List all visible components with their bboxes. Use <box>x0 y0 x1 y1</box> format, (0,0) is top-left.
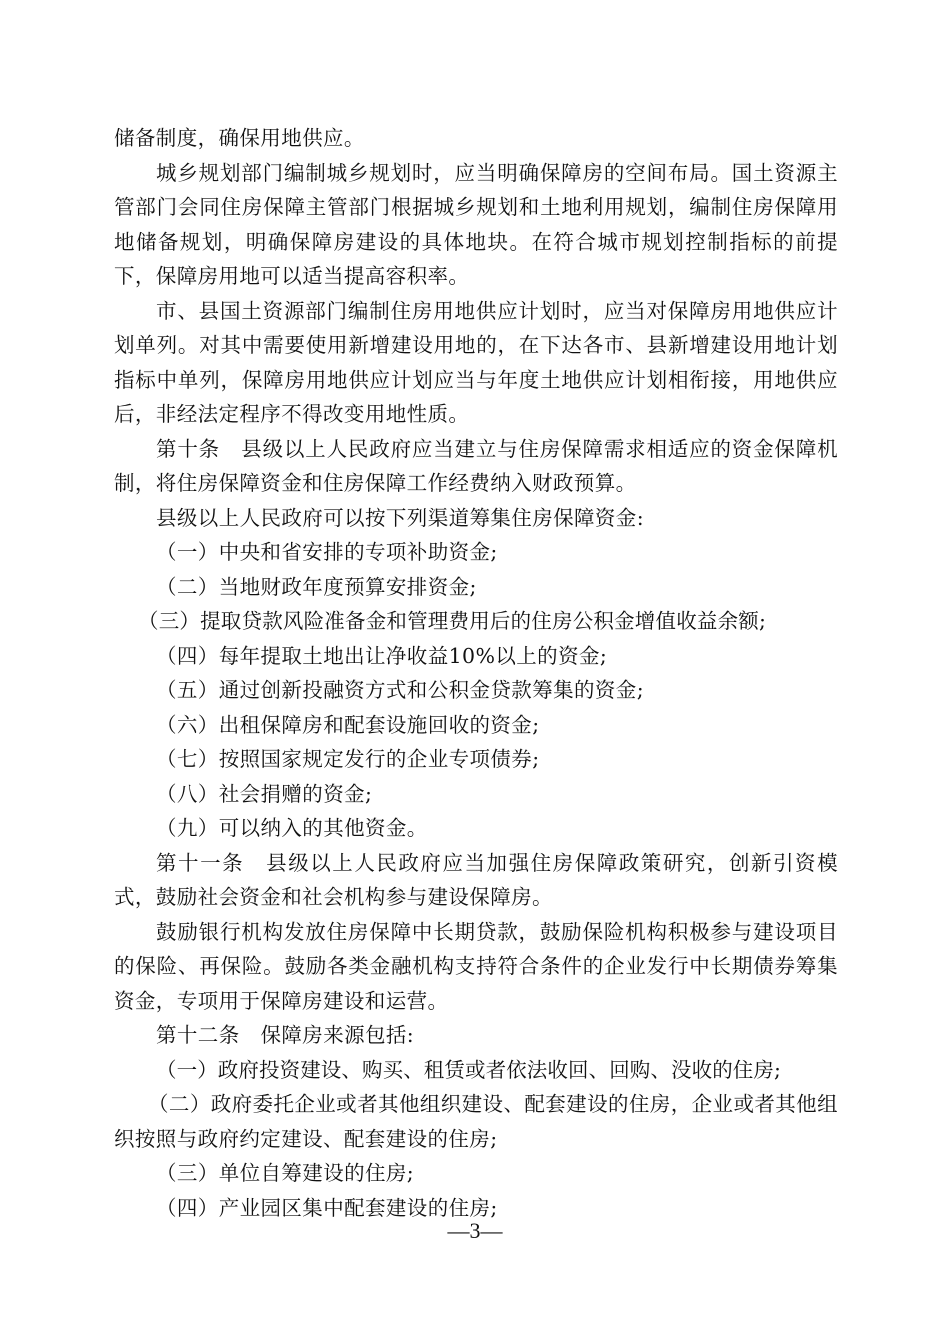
paragraph-3: 市、县国土资源部门编制住房用地供应计划时，应当对保障房用地供应计划单列。对其中需要使用新增建设用地的，在下达各市、县新增建设用地计划指标中单列，保障房用地供应计划应当与年度土地供应计划相衔接，用地供应后，非经法定程序不得改变用地性质。 <box>114 298 838 426</box>
list-item: （四）产业园区集中配套建设的住房; <box>156 1195 498 1220</box>
paragraph-financial-institutions: 鼓励银行机构发放住房保障中长期贷款，鼓励保险机构积极参与建设项目的保险、再保险。鼓励各类金融机构支持符合条件的企业发行中长期债券筹集资金，专项用于保障房建设和运营。 <box>114 919 838 1013</box>
list-item: （二）政府委托企业或者其他组织建设、配套建设的住房，企业或者其他组织按照与政府约定建设、配套建设的住房; <box>114 1092 838 1151</box>
list-item: （一）中央和省安排的专项补助资金; <box>156 540 498 564</box>
article-10: 第十条 县级以上人民政府应当建立与住房保障需求相适应的资金保障机制，将住房保障资金和住房保障工作经费纳入财政预算。 <box>114 436 838 495</box>
list-item: （七）按照国家规定发行的企业专项债券; <box>156 747 540 771</box>
paragraph-2: 城乡规划部门编制城乡规划时，应当明确保障房的空间布局。国土资源主管部门会同住房保障主管部门根据城乡规划和土地利用规划，编制住房保障用地储备规划，明确保障房建设的具体地块。在符合城市规划控制指标的前提下，保障房用地可以适当提高容积率。 <box>114 160 838 288</box>
list-item: （五）通过创新投融资方式和公积金贷款筹集的资金; <box>156 678 645 702</box>
paragraph-funding-channels: 县级以上人民政府可以按下列渠道筹集住房保障资金: <box>156 505 645 530</box>
list-item: （一）政府投资建设、购买、租赁或者依法收回、回购、没收的住房; <box>156 1057 782 1082</box>
paragraph-1: 储备制度，确保用地供应。 <box>114 126 365 150</box>
page-number: —3— <box>447 1218 503 1243</box>
list-item: （二）当地财政年度预算安排资金; <box>156 574 477 599</box>
list-item: （三）提取贷款风险准备金和管理费用后的住房公积金增值收益余额; <box>138 609 767 633</box>
list-item: （八）社会捐赠的资金; <box>156 781 373 806</box>
list-item: （四）每年提取土地出让净收益10%以上的资金; <box>156 643 608 668</box>
list-item: （三）单位自筹建设的住房; <box>156 1161 415 1185</box>
document-body <box>114 121 838 1225</box>
article-11: 第十一条 县级以上人民政府应当加强住房保障政策研究，创新引资模式，鼓励社会资金和社会机构参与建设保障房。 <box>114 850 838 909</box>
list-item: （九）可以纳入的其他资金。 <box>156 816 428 840</box>
article-12: 第十二条 保障房来源包括: <box>156 1023 415 1047</box>
list-item: （六）出租保障房和配套设施回收的资金; <box>156 712 540 737</box>
